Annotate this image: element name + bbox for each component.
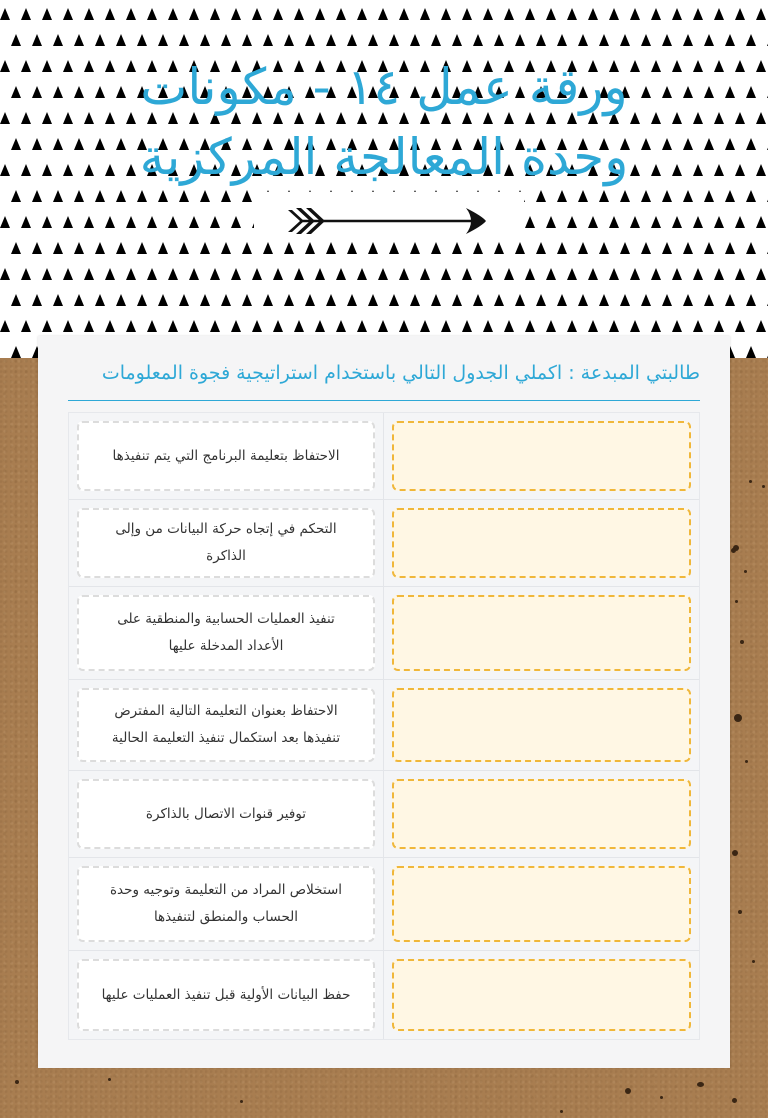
ink-speck — [732, 850, 738, 856]
table-row — [69, 680, 699, 771]
description-cell — [69, 587, 384, 679]
table-row — [69, 587, 699, 680]
table-row — [69, 951, 699, 1039]
ink-speck — [740, 640, 744, 644]
ink-speck — [738, 910, 742, 914]
ink-speck — [749, 480, 752, 483]
description-card[interactable] — [77, 508, 375, 578]
table-row — [69, 413, 699, 500]
ink-speck — [15, 1080, 19, 1084]
description-text: التحكم في إتجاه حركة البيانات من وإلى الذاكرة — [115, 521, 337, 564]
description-card[interactable] — [77, 959, 375, 1031]
description-cell — [69, 858, 384, 950]
description-card[interactable] — [77, 779, 375, 849]
title-line-2: وحدة المعالجة المركزية — [139, 128, 629, 186]
ink-speck — [625, 1088, 631, 1094]
table-row — [69, 500, 699, 587]
matching-table — [68, 412, 700, 1040]
ink-speck — [731, 548, 736, 553]
header-banner — [0, 0, 768, 358]
description-text: استخلاص المراد من التعليمة وتوجيه وحدة الحساب والمنطق لتنفيذها — [109, 882, 343, 925]
ink-speck — [762, 485, 765, 488]
description-card[interactable] — [77, 595, 375, 671]
ink-speck — [735, 600, 738, 603]
ink-speck — [697, 1082, 704, 1087]
description-text: تنفيذ العمليات الحسابية والمنطقية على الأعداد المدخلة عليها — [117, 611, 335, 654]
ink-speck — [744, 570, 747, 573]
ink-speck — [745, 760, 748, 763]
answer-cell — [384, 680, 699, 770]
ink-speck — [732, 1098, 737, 1103]
description-text: الاحتفاظ بعنوان التعليمة التالية المفترض تنفيذها بعد استكمال تنفيذ التعليمة الحالية — [111, 703, 341, 746]
description-cell — [69, 500, 384, 586]
instruction-text: طالبتي المبدعة : اكملي الجدول التالي باستخدام استراتيجية فجوة المعلومات — [101, 362, 700, 384]
ink-speck — [560, 1110, 563, 1113]
answer-drop-zone[interactable] — [392, 421, 691, 491]
arrow-icon — [286, 204, 488, 238]
answer-drop-zone[interactable] — [392, 779, 691, 849]
description-text: حفظ البيانات الأولية قبل تنفيذ العمليات عليها — [101, 986, 351, 1003]
divider — [68, 400, 700, 401]
answer-drop-zone[interactable] — [392, 688, 691, 762]
answer-cell — [384, 858, 699, 950]
answer-cell — [384, 771, 699, 857]
ink-speck — [240, 1100, 243, 1103]
ink-speck — [660, 1096, 663, 1099]
table-row — [69, 858, 699, 951]
description-card[interactable] — [77, 421, 375, 491]
answer-cell — [384, 413, 699, 499]
ink-speck — [108, 1078, 111, 1081]
answer-drop-zone[interactable] — [392, 508, 691, 578]
description-card[interactable] — [77, 866, 375, 942]
description-text: توفير قنوات الاتصال بالذاكرة — [145, 805, 307, 822]
description-cell — [69, 771, 384, 857]
answer-drop-zone[interactable] — [392, 866, 691, 942]
answer-cell — [384, 500, 699, 586]
table-row — [69, 771, 699, 858]
answer-drop-zone[interactable] — [392, 595, 691, 671]
description-cell — [69, 951, 384, 1039]
ink-speck — [734, 714, 742, 722]
answer-drop-zone[interactable] — [392, 959, 691, 1031]
page-title — [0, 52, 768, 192]
description-cell — [69, 413, 384, 499]
answer-cell — [384, 951, 699, 1039]
title-line-1: ورقة عمل ١٤ - مكونات — [140, 58, 628, 116]
description-cell — [69, 680, 384, 770]
answer-cell — [384, 587, 699, 679]
description-card[interactable] — [77, 688, 375, 762]
ink-speck — [752, 960, 755, 963]
worksheet-card — [38, 336, 730, 1068]
description-text: الاحتفاظ بتعليمة البرنامج التي يتم تنفيذها — [112, 447, 340, 464]
